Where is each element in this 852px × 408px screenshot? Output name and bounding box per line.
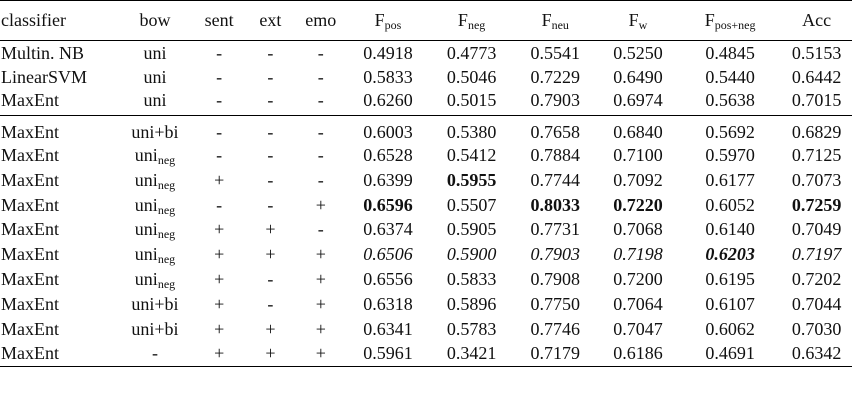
cell-f-pos-neg: 0.6203 xyxy=(705,244,755,265)
cell-ext: - xyxy=(267,293,274,314)
cell-f-pos: 0.5961 xyxy=(346,341,430,366)
cell-f-pos: 0.6556 xyxy=(363,268,413,289)
header-f-pos-neg: $F_{pos+neg}$ xyxy=(679,1,781,41)
header-row xyxy=(0,1,852,41)
cell-bow: uni xyxy=(143,67,167,88)
table-row xyxy=(0,217,852,242)
cell-sent: + xyxy=(214,244,225,265)
cell-f-neu: 0.7908 xyxy=(530,268,580,289)
cell-f-w: 0.6186 xyxy=(597,341,679,366)
cell-f-neu: 0.7658 xyxy=(513,116,597,144)
cell-f-pos-neg: 0.6062 xyxy=(705,318,755,339)
cell-f-pos: 0.6399 xyxy=(363,169,413,190)
cell-ext: - xyxy=(267,144,274,165)
cell-bow: uni$_{neg}$ xyxy=(134,244,176,267)
cell-f-pos-neg: 0.6177 xyxy=(705,169,755,190)
cell-f-pos: 0.6260 xyxy=(363,90,413,111)
cell-f-neu: 0.7744 xyxy=(530,169,580,190)
cell-bow: - xyxy=(117,341,193,366)
cell-f-pos-neg: 0.6052 xyxy=(705,194,755,215)
cell-f-neg: 0.5380 xyxy=(430,116,514,144)
cell-ext: - xyxy=(245,116,295,144)
cell-acc: 0.7044 xyxy=(791,293,842,314)
cell-sent: + xyxy=(214,268,225,289)
cell-sent: - xyxy=(216,194,223,215)
cell-bow: uni xyxy=(143,90,167,111)
cell-emo: - xyxy=(317,67,324,88)
header-emo: emo xyxy=(295,1,346,41)
cell-acc: 0.6442 xyxy=(791,67,842,88)
table-row xyxy=(0,292,852,317)
cell-emo: - xyxy=(317,169,324,190)
cell-f-w: 0.7220 xyxy=(613,194,663,215)
table-row xyxy=(0,242,852,267)
cell-sent: - xyxy=(216,90,223,111)
cell-classifier: MaxEnt xyxy=(1,268,59,289)
table-row xyxy=(0,41,852,66)
cell-emo: - xyxy=(317,219,324,240)
cell-f-pos: 0.6003 xyxy=(346,116,430,144)
cell-classifier: MaxEnt xyxy=(1,293,59,314)
header-sent: sent xyxy=(193,1,245,41)
cell-f-w: 0.7068 xyxy=(613,219,663,240)
cell-classifier: MaxEnt xyxy=(1,219,59,240)
cell-f-pos-neg: 0.4691 xyxy=(679,341,781,366)
table-body xyxy=(0,41,852,367)
cell-f-neg: 0.3421 xyxy=(430,341,514,366)
cell-acc: 0.7259 xyxy=(791,194,842,215)
cell-classifier: MaxEnt xyxy=(0,341,117,366)
cell-f-w: 0.6840 xyxy=(597,116,679,144)
cell-ext: + xyxy=(245,341,295,366)
cell-ext: - xyxy=(267,90,274,111)
cell-f-neu: 0.7746 xyxy=(530,318,580,339)
cell-classifier: MaxEnt xyxy=(1,194,59,215)
table-row xyxy=(0,143,852,168)
cell-ext: + xyxy=(265,244,276,265)
cell-acc: 0.7015 xyxy=(791,90,842,111)
cell-f-neu: 0.8033 xyxy=(530,194,580,215)
cell-f-neg: 0.5412 xyxy=(446,144,497,165)
cell-classifier: MaxEnt xyxy=(1,244,59,265)
cell-sent: + xyxy=(214,169,225,190)
cell-acc: 0.7049 xyxy=(791,219,842,240)
cell-f-w: 0.7198 xyxy=(613,244,663,265)
table-row xyxy=(0,65,852,90)
cell-classifier: MaxEnt xyxy=(1,144,59,165)
cell-f-neu: 0.7731 xyxy=(530,219,580,240)
cell-classifier: Multin. NB xyxy=(0,41,117,66)
cell-emo: + xyxy=(315,318,326,339)
cell-classifier: MaxEnt xyxy=(0,116,117,144)
cell-f-neg: 0.5783 xyxy=(446,318,497,339)
cell-f-w: 0.7200 xyxy=(613,268,663,289)
cell-f-neg: 0.4773 xyxy=(430,41,514,66)
cell-ext: - xyxy=(245,41,295,66)
cell-f-w: 0.7092 xyxy=(613,169,663,190)
cell-f-pos-neg: 0.6140 xyxy=(705,219,755,240)
cell-f-w: 0.6974 xyxy=(613,90,663,111)
cell-f-neg: 0.5833 xyxy=(446,268,497,289)
cell-emo: + xyxy=(315,268,326,289)
cell-acc: 0.7125 xyxy=(791,144,842,165)
cell-emo: + xyxy=(315,244,326,265)
cell-sent: - xyxy=(193,41,245,66)
cell-bow: uni+bi xyxy=(117,116,193,144)
cell-f-w: 0.7100 xyxy=(613,144,663,165)
table-row xyxy=(0,267,852,292)
cell-emo: - xyxy=(317,90,324,111)
cell-sent: - xyxy=(193,116,245,144)
cell-f-w: 0.6490 xyxy=(613,67,663,88)
table-row xyxy=(0,90,852,116)
cell-ext: - xyxy=(267,67,274,88)
cell-bow: uni+bi xyxy=(131,293,179,314)
cell-bow: uni$_{neg}$ xyxy=(134,144,176,167)
cell-acc: 0.7202 xyxy=(791,268,842,289)
cell-ext: + xyxy=(265,318,276,339)
cell-sent: + xyxy=(214,293,225,314)
cell-f-pos: 0.6528 xyxy=(363,144,413,165)
cell-f-pos-neg: 0.5970 xyxy=(705,144,755,165)
cell-classifier: MaxEnt xyxy=(1,169,59,190)
cell-f-neg: 0.5905 xyxy=(446,219,497,240)
header-bow: bow xyxy=(117,1,193,41)
cell-classifier: MaxEnt xyxy=(1,318,59,339)
cell-bow: uni xyxy=(117,41,193,66)
cell-f-pos: 0.6318 xyxy=(363,293,413,314)
cell-bow: uni+bi xyxy=(131,318,179,339)
cell-f-pos: 0.6506 xyxy=(363,244,413,265)
cell-f-pos: 0.6374 xyxy=(363,219,413,240)
header-ext: ext xyxy=(245,1,295,41)
table-row xyxy=(0,168,852,193)
cell-f-neu: 0.7229 xyxy=(530,67,580,88)
cell-emo: + xyxy=(315,194,326,215)
cell-bow: uni$_{neg}$ xyxy=(134,268,176,291)
cell-f-w: 0.7047 xyxy=(613,318,663,339)
cell-emo: - xyxy=(295,116,346,144)
cell-f-neu: 0.7884 xyxy=(530,144,580,165)
header-classifier: classifier xyxy=(0,1,117,41)
cell-f-neg: 0.5896 xyxy=(446,293,497,314)
cell-f-neu: 0.7903 xyxy=(530,90,580,111)
cell-f-pos-neg: 0.5638 xyxy=(705,90,755,111)
cell-f-neg: 0.5015 xyxy=(446,90,497,111)
cell-sent: - xyxy=(216,67,223,88)
cell-f-neu: 0.7750 xyxy=(530,293,580,314)
cell-f-neg: 0.5507 xyxy=(446,194,497,215)
table-row xyxy=(0,116,852,144)
cell-f-pos-neg: 0.5692 xyxy=(679,116,781,144)
cell-f-pos: 0.6596 xyxy=(363,194,413,215)
cell-f-neg: 0.5900 xyxy=(446,244,497,265)
cell-ext: - xyxy=(267,268,274,289)
cell-emo: + xyxy=(295,341,346,366)
cell-emo: + xyxy=(315,293,326,314)
cell-f-neg: 0.5046 xyxy=(446,67,497,88)
cell-acc: 0.6829 xyxy=(781,116,852,144)
header-f-neu: $F_{neu}$ xyxy=(513,1,597,41)
cell-ext: - xyxy=(267,169,274,190)
cell-f-pos-neg: 0.4845 xyxy=(679,41,781,66)
cell-acc: 0.7073 xyxy=(791,169,842,190)
table-row xyxy=(0,317,852,342)
table-row xyxy=(0,341,852,366)
cell-f-w: 0.5250 xyxy=(597,41,679,66)
cell-bow: uni$_{neg}$ xyxy=(134,169,176,192)
cell-f-neu: 0.5541 xyxy=(513,41,597,66)
cell-sent: - xyxy=(216,144,223,165)
cell-bow: uni$_{neg}$ xyxy=(134,194,176,217)
cell-ext: - xyxy=(267,194,274,215)
cell-emo: - xyxy=(317,144,324,165)
cell-f-pos-neg: 0.6195 xyxy=(705,268,755,289)
table-row xyxy=(0,193,852,218)
cell-acc: 0.6342 xyxy=(781,341,852,366)
cell-f-pos: 0.5833 xyxy=(363,67,413,88)
cell-acc: 0.5153 xyxy=(781,41,852,66)
cell-emo: - xyxy=(295,41,346,66)
cell-acc: 0.7197 xyxy=(791,244,842,265)
cell-f-pos-neg: 0.5440 xyxy=(705,67,755,88)
cell-classifier: LinearSVM xyxy=(1,67,87,88)
cell-f-neg: 0.5955 xyxy=(446,169,497,190)
cell-ext: + xyxy=(265,219,276,240)
cell-f-neu: 0.7179 xyxy=(513,341,597,366)
header-acc: Acc xyxy=(781,1,852,41)
cell-classifier: MaxEnt xyxy=(1,90,59,111)
header-f-neg: $F_{neg}$ xyxy=(430,1,514,41)
header-f-pos: $F_{pos}$ xyxy=(346,1,430,41)
cell-sent: + xyxy=(214,219,225,240)
cell-sent: + xyxy=(193,341,245,366)
cell-acc: 0.7030 xyxy=(791,318,842,339)
cell-f-pos: 0.4918 xyxy=(346,41,430,66)
cell-f-pos: 0.6341 xyxy=(363,318,413,339)
cell-f-pos-neg: 0.6107 xyxy=(705,293,755,314)
cell-bow: uni$_{neg}$ xyxy=(134,219,176,242)
header-f-w: $F_w$ xyxy=(597,1,679,41)
cell-sent: + xyxy=(214,318,225,339)
cell-f-w: 0.7064 xyxy=(613,293,663,314)
cell-f-neu: 0.7903 xyxy=(530,244,580,265)
